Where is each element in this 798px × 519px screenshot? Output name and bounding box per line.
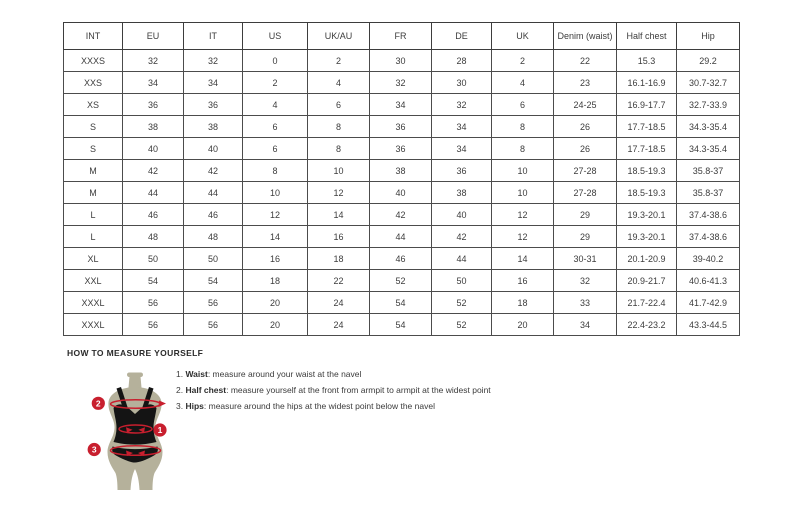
size-cell: 35.8-37 xyxy=(677,160,740,182)
size-cell: 40 xyxy=(370,182,432,204)
step-text: : measure around your waist at the navel xyxy=(207,369,362,379)
measure-step-waist xyxy=(176,366,491,382)
header-cell: EU xyxy=(123,23,184,50)
size-row xyxy=(64,138,740,160)
size-cell: 16.1-16.9 xyxy=(617,72,677,94)
size-cell: 32 xyxy=(370,72,432,94)
size-cell: 50 xyxy=(123,248,184,270)
size-cell: 8 xyxy=(492,116,554,138)
badge-hips xyxy=(88,443,101,456)
size-cell: 56 xyxy=(123,314,184,336)
size-cell: 36 xyxy=(370,138,432,160)
size-cell: S xyxy=(64,138,123,160)
size-cell: 44 xyxy=(123,182,184,204)
size-cell: 48 xyxy=(123,226,184,248)
size-cell: 12 xyxy=(243,204,308,226)
size-cell: 16 xyxy=(308,226,370,248)
size-cell: 56 xyxy=(123,292,184,314)
size-cell: 2 xyxy=(243,72,308,94)
size-cell: 10 xyxy=(243,182,308,204)
size-cell: 32 xyxy=(184,50,243,72)
size-cell: 16 xyxy=(243,248,308,270)
size-cell: 29 xyxy=(554,226,617,248)
size-cell: 38 xyxy=(184,116,243,138)
size-cell: 52 xyxy=(432,292,492,314)
size-cell: 40 xyxy=(184,138,243,160)
size-cell: 42 xyxy=(432,226,492,248)
size-cell: XXXS xyxy=(64,50,123,72)
size-row xyxy=(64,248,740,270)
size-cell: 50 xyxy=(432,270,492,292)
size-row xyxy=(64,270,740,292)
size-cell: 18 xyxy=(243,270,308,292)
header-cell: INT xyxy=(64,23,123,50)
size-cell: 36 xyxy=(370,116,432,138)
step-text: : measure yourself at the front from armpit to armpit at the widest point xyxy=(226,385,491,395)
size-cell: XXXL xyxy=(64,314,123,336)
size-row xyxy=(64,50,740,72)
size-cell: 52 xyxy=(370,270,432,292)
size-cell: 0 xyxy=(243,50,308,72)
size-cell: 29 xyxy=(554,204,617,226)
mannequin-illustration-icon xyxy=(86,371,174,491)
size-cell: 10 xyxy=(308,160,370,182)
size-cell: 16 xyxy=(492,270,554,292)
size-cell: M xyxy=(64,160,123,182)
size-cell: 48 xyxy=(184,226,243,248)
size-cell: 12 xyxy=(308,182,370,204)
size-cell: M xyxy=(64,182,123,204)
size-cell: 54 xyxy=(184,270,243,292)
size-cell: 27-28 xyxy=(554,182,617,204)
size-cell: 36 xyxy=(432,160,492,182)
size-cell: 41.7-42.9 xyxy=(677,292,740,314)
size-cell: 43.3-44.5 xyxy=(677,314,740,336)
size-cell: 18 xyxy=(308,248,370,270)
size-cell: 34 xyxy=(432,116,492,138)
size-cell: 23 xyxy=(554,72,617,94)
measure-step-hips xyxy=(176,398,491,414)
header-cell: FR xyxy=(370,23,432,50)
size-cell: S xyxy=(64,116,123,138)
size-cell: 32 xyxy=(432,94,492,116)
size-cell: 34.3-35.4 xyxy=(677,116,740,138)
size-cell: 30 xyxy=(432,72,492,94)
size-cell: 10 xyxy=(492,160,554,182)
size-cell: 38 xyxy=(123,116,184,138)
header-cell: DE xyxy=(432,23,492,50)
size-cell: 20 xyxy=(243,314,308,336)
size-cell: 30 xyxy=(370,50,432,72)
size-cell: 26 xyxy=(554,116,617,138)
size-cell: 56 xyxy=(184,314,243,336)
step-term: Hips xyxy=(185,401,204,411)
header-cell: Hip xyxy=(677,23,740,50)
size-cell: 22.4-23.2 xyxy=(617,314,677,336)
size-cell: 30.7-32.7 xyxy=(677,72,740,94)
size-cell: 36 xyxy=(184,94,243,116)
size-cell: 46 xyxy=(184,204,243,226)
size-cell: 54 xyxy=(370,314,432,336)
size-cell: 12 xyxy=(492,204,554,226)
size-cell: L xyxy=(64,226,123,248)
size-cell: 27-28 xyxy=(554,160,617,182)
size-cell: 34 xyxy=(123,72,184,94)
size-cell: 8 xyxy=(308,138,370,160)
size-cell: 34.3-35.4 xyxy=(677,138,740,160)
size-cell: 20.1-20.9 xyxy=(617,248,677,270)
measure-instructions xyxy=(176,366,491,414)
step-term: Waist xyxy=(185,369,208,379)
step-number: 2. xyxy=(176,385,184,395)
size-cell: XXL xyxy=(64,270,123,292)
size-cell: 39-40.2 xyxy=(677,248,740,270)
size-cell: 46 xyxy=(370,248,432,270)
size-cell: 28 xyxy=(432,50,492,72)
size-cell: 38 xyxy=(432,182,492,204)
size-cell: 18 xyxy=(492,292,554,314)
size-cell: 40 xyxy=(123,138,184,160)
size-row xyxy=(64,314,740,336)
measurement-figure xyxy=(86,371,174,491)
size-cell: 8 xyxy=(492,138,554,160)
measure-section-title: HOW TO MEASURE YOURSELF xyxy=(67,348,204,358)
size-row xyxy=(64,94,740,116)
size-cell: 32 xyxy=(554,270,617,292)
size-cell: 44 xyxy=(184,182,243,204)
size-cell: 4 xyxy=(308,72,370,94)
size-chart-head xyxy=(64,23,740,50)
size-cell: 14 xyxy=(243,226,308,248)
header-row xyxy=(64,23,740,50)
step-number: 3. xyxy=(176,401,184,411)
size-cell: 2 xyxy=(492,50,554,72)
size-cell: 34 xyxy=(554,314,617,336)
size-cell: 38 xyxy=(370,160,432,182)
header-cell: Half chest xyxy=(617,23,677,50)
size-cell: 8 xyxy=(243,160,308,182)
size-cell: 26 xyxy=(554,138,617,160)
step-text: : measure around the hips at the widest point below the navel xyxy=(203,401,435,411)
size-cell: 37.4-38.6 xyxy=(677,226,740,248)
size-cell: 6 xyxy=(492,94,554,116)
size-cell: 6 xyxy=(243,138,308,160)
size-cell: 54 xyxy=(123,270,184,292)
badge-half-chest xyxy=(92,397,105,410)
size-cell: 18.5-19.3 xyxy=(617,160,677,182)
size-cell: 34 xyxy=(432,138,492,160)
size-cell: 44 xyxy=(370,226,432,248)
header-cell: Denim (waist) xyxy=(554,23,617,50)
size-cell: 29.2 xyxy=(677,50,740,72)
size-cell: 10 xyxy=(492,182,554,204)
size-cell: 32 xyxy=(123,50,184,72)
size-cell: 42 xyxy=(370,204,432,226)
badge-waist xyxy=(153,423,166,436)
size-cell: 30-31 xyxy=(554,248,617,270)
size-cell: 15.3 xyxy=(617,50,677,72)
size-cell: 56 xyxy=(184,292,243,314)
size-cell: L xyxy=(64,204,123,226)
size-cell: 4 xyxy=(492,72,554,94)
size-row xyxy=(64,292,740,314)
size-row xyxy=(64,116,740,138)
size-cell: 14 xyxy=(492,248,554,270)
size-cell: 4 xyxy=(243,94,308,116)
header-cell: IT xyxy=(184,23,243,50)
size-cell: 22 xyxy=(308,270,370,292)
size-cell: 8 xyxy=(308,116,370,138)
size-cell: 54 xyxy=(370,292,432,314)
size-cell: 19.3-20.1 xyxy=(617,226,677,248)
size-cell: 24 xyxy=(308,292,370,314)
step-number: 1. xyxy=(176,369,184,379)
size-chart-body xyxy=(64,50,740,336)
size-cell: 20.9-21.7 xyxy=(617,270,677,292)
size-cell: 42 xyxy=(123,160,184,182)
size-cell: 24-25 xyxy=(554,94,617,116)
size-cell: 35.8-37 xyxy=(677,182,740,204)
size-row xyxy=(64,204,740,226)
size-row xyxy=(64,226,740,248)
svg-text:1: 1 xyxy=(157,425,163,436)
size-cell: 42 xyxy=(184,160,243,182)
size-cell: 22 xyxy=(554,50,617,72)
size-cell: 32.7-33.9 xyxy=(677,94,740,116)
size-cell: 36 xyxy=(123,94,184,116)
size-chart-table xyxy=(63,22,740,336)
header-cell: UK/AU xyxy=(308,23,370,50)
step-term: Half chest xyxy=(185,385,227,395)
size-row xyxy=(64,182,740,204)
size-cell: 33 xyxy=(554,292,617,314)
size-cell: 6 xyxy=(243,116,308,138)
size-cell: XXS xyxy=(64,72,123,94)
size-cell: XXXL xyxy=(64,292,123,314)
size-cell: 14 xyxy=(308,204,370,226)
svg-text:3: 3 xyxy=(91,444,97,455)
size-cell: 20 xyxy=(243,292,308,314)
size-cell: 18.5-19.3 xyxy=(617,182,677,204)
size-cell: 34 xyxy=(370,94,432,116)
size-cell: 37.4-38.6 xyxy=(677,204,740,226)
header-cell: US xyxy=(243,23,308,50)
size-cell: 21.7-22.4 xyxy=(617,292,677,314)
size-cell: 2 xyxy=(308,50,370,72)
size-cell: 34 xyxy=(184,72,243,94)
size-cell: 6 xyxy=(308,94,370,116)
size-row xyxy=(64,160,740,182)
size-cell: 44 xyxy=(432,248,492,270)
size-cell: 20 xyxy=(492,314,554,336)
size-cell: 19.3-20.1 xyxy=(617,204,677,226)
size-cell: 40.6-41.3 xyxy=(677,270,740,292)
measure-step-half-chest xyxy=(176,382,491,398)
size-cell: 50 xyxy=(184,248,243,270)
size-cell: 17.7-18.5 xyxy=(617,116,677,138)
size-cell: 52 xyxy=(432,314,492,336)
size-cell: 24 xyxy=(308,314,370,336)
header-cell: UK xyxy=(492,23,554,50)
size-row xyxy=(64,72,740,94)
size-cell: 40 xyxy=(432,204,492,226)
size-cell: XS xyxy=(64,94,123,116)
size-cell: 12 xyxy=(492,226,554,248)
svg-text:2: 2 xyxy=(95,398,101,409)
size-cell: XL xyxy=(64,248,123,270)
size-cell: 46 xyxy=(123,204,184,226)
size-cell: 17.7-18.5 xyxy=(617,138,677,160)
size-cell: 16.9-17.7 xyxy=(617,94,677,116)
